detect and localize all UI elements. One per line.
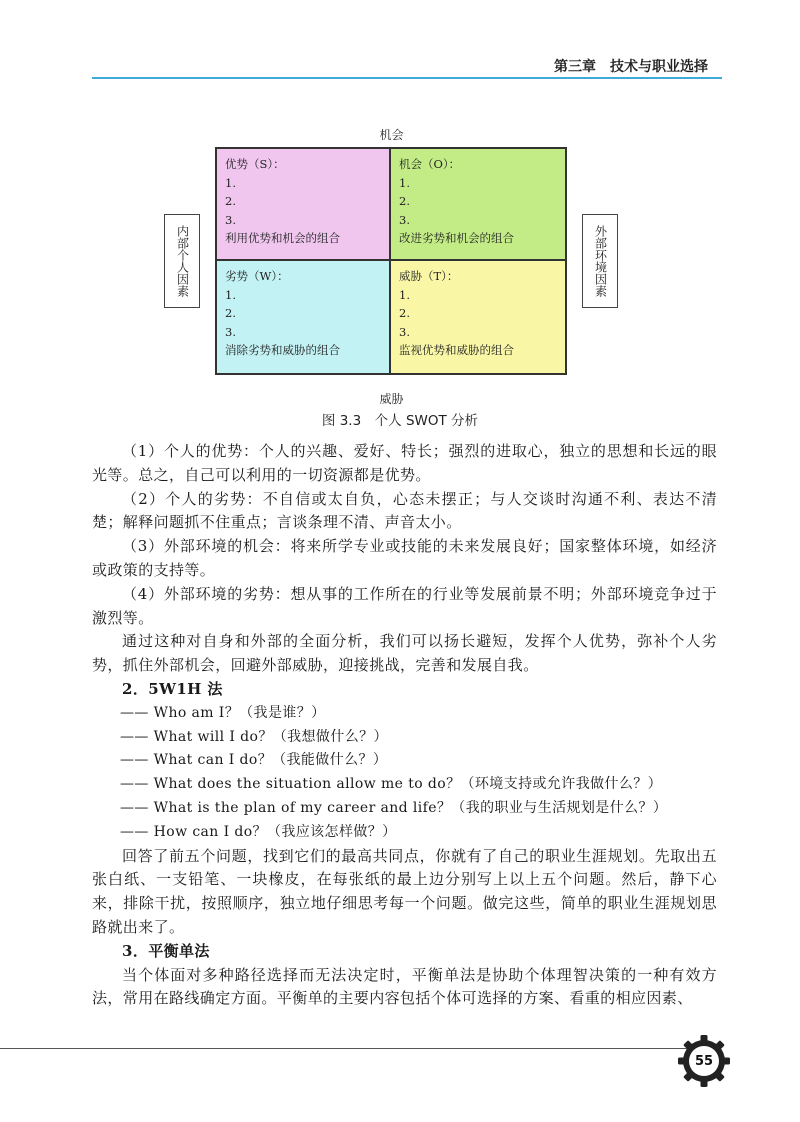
quadrant-item: 3. bbox=[225, 324, 236, 339]
quadrant-item: 3. bbox=[399, 324, 410, 339]
quadrant-item: 2. bbox=[399, 194, 410, 208]
quadrant-summary: 改进劣势和机会的组合 bbox=[399, 231, 514, 245]
swot-quadrant-threats bbox=[391, 261, 565, 373]
paragraph-opportunities: （3）外部环境的机会：将来所学专业或技能的未来发展良好；国家整体环境，如经济或政策的支持等。 bbox=[92, 537, 717, 579]
section-heading-5w1h: 2．5W1H 法 bbox=[122, 679, 223, 698]
quadrant-title: 威胁（T）： bbox=[399, 269, 459, 283]
header-rule bbox=[92, 77, 722, 79]
paragraph-summary: 通过这种对自身和外部的全面分析，我们可以扬长避短，发挥个人优势，弥补个人劣势，抓住外部机会，回避外部威胁，迎接挑战，完善和发展自我。 bbox=[92, 632, 717, 675]
section-heading-balance-sheet: 3．平衡单法 bbox=[122, 941, 210, 960]
paragraph-strengths: （1）个人的优势：个人的兴趣、爱好、特长；强烈的进取心，独立的思想和长远的眼光等。总之，自己可以利用的一切资源都是优势。 bbox=[92, 442, 717, 484]
quadrant-item: 2. bbox=[399, 306, 410, 320]
question-line: —— Who am I？（我是谁？） bbox=[120, 704, 326, 721]
question-line: —— What does the situation allow me to do？（环境支持或允许我做什么？） bbox=[120, 776, 663, 793]
question-line: —— How can I do？（我应该怎样做？） bbox=[120, 823, 397, 840]
paragraph-threats: （4）外部环境的劣势：想从事的工作所在的行业等发展前景不明；外部环境竞争过于激烈等。 bbox=[92, 584, 717, 627]
quadrant-summary: 利用优势和机会的组合 bbox=[225, 231, 340, 245]
quadrant-item: 1. bbox=[399, 175, 410, 190]
footer-rule bbox=[0, 1048, 690, 1049]
question-line: —— What will I do？（我想做什么？） bbox=[120, 728, 388, 745]
swot-bottom-label: 威胁 bbox=[379, 392, 404, 406]
paragraph-5w1h-explanation: 回答了前五个问题，找到它们的最高共同点，你就有了自己的职业生涯规划。先取出五张白纸、一支铅笔、一块橡皮，在每张纸的最上边分别写上以上五个问题。然后，静下心来，排除干扰，按照顺序，独立地仔细思考每一个问题。做完这些，简单的职业生涯规划思路就出来了。 bbox=[92, 846, 717, 936]
figure-caption: 图 3.3 个人 SWOT 分析 bbox=[321, 413, 479, 429]
quadrant-item: 1. bbox=[399, 287, 410, 302]
quadrant-item: 3. bbox=[225, 212, 236, 227]
question-line: —— What can I do？（我能做什么？） bbox=[120, 752, 388, 769]
chapter-header-title: 第三章 技术与职业选择 bbox=[554, 59, 708, 75]
swot-quadrant-weaknesses bbox=[217, 261, 391, 373]
swot-right-side-box: 外部环境因素 bbox=[582, 214, 618, 308]
quadrant-summary: 监视优势和威胁的组合 bbox=[399, 343, 514, 357]
body-text bbox=[92, 440, 717, 1011]
paragraph-balance-sheet: 当个体面对多种路径选择而无法决定时，平衡单法是协助个体理智决策的一种有效方法，常用在路线确定方面。平衡单的主要内容包括个体可选择的方案、看重的相应因素、 bbox=[92, 965, 717, 1008]
swot-left-side-box: 内部个人因素 bbox=[164, 214, 200, 308]
paragraph-weaknesses: （2）个人的劣势：不自信或太自负，心态未摆正；与人交谈时沟通不利、表达不清楚；解释问题抓不住重点；言谈条理不清、声音太小。 bbox=[92, 489, 717, 532]
swot-quadrant-opportunities bbox=[391, 149, 565, 261]
quadrant-title: 劣势（W）： bbox=[225, 269, 289, 283]
quadrant-summary: 消除劣势和威胁的组合 bbox=[225, 343, 340, 357]
swot-grid bbox=[215, 147, 567, 375]
quadrant-item: 2. bbox=[225, 306, 236, 320]
quadrant-title: 优势（S）： bbox=[225, 157, 285, 171]
quadrant-item: 1. bbox=[225, 175, 236, 190]
page-number: 55 bbox=[694, 1053, 714, 1069]
quadrant-title: 机会（O）： bbox=[399, 157, 461, 171]
quadrant-item: 1. bbox=[225, 287, 236, 302]
quadrant-item: 3. bbox=[399, 212, 410, 227]
quadrant-item: 2. bbox=[225, 194, 236, 208]
question-line: —— What is the plan of my career and life？（我的职业与生活规划是什么？） bbox=[120, 799, 668, 816]
swot-quadrant-strengths bbox=[217, 149, 391, 261]
swot-top-label: 机会 bbox=[379, 128, 404, 142]
